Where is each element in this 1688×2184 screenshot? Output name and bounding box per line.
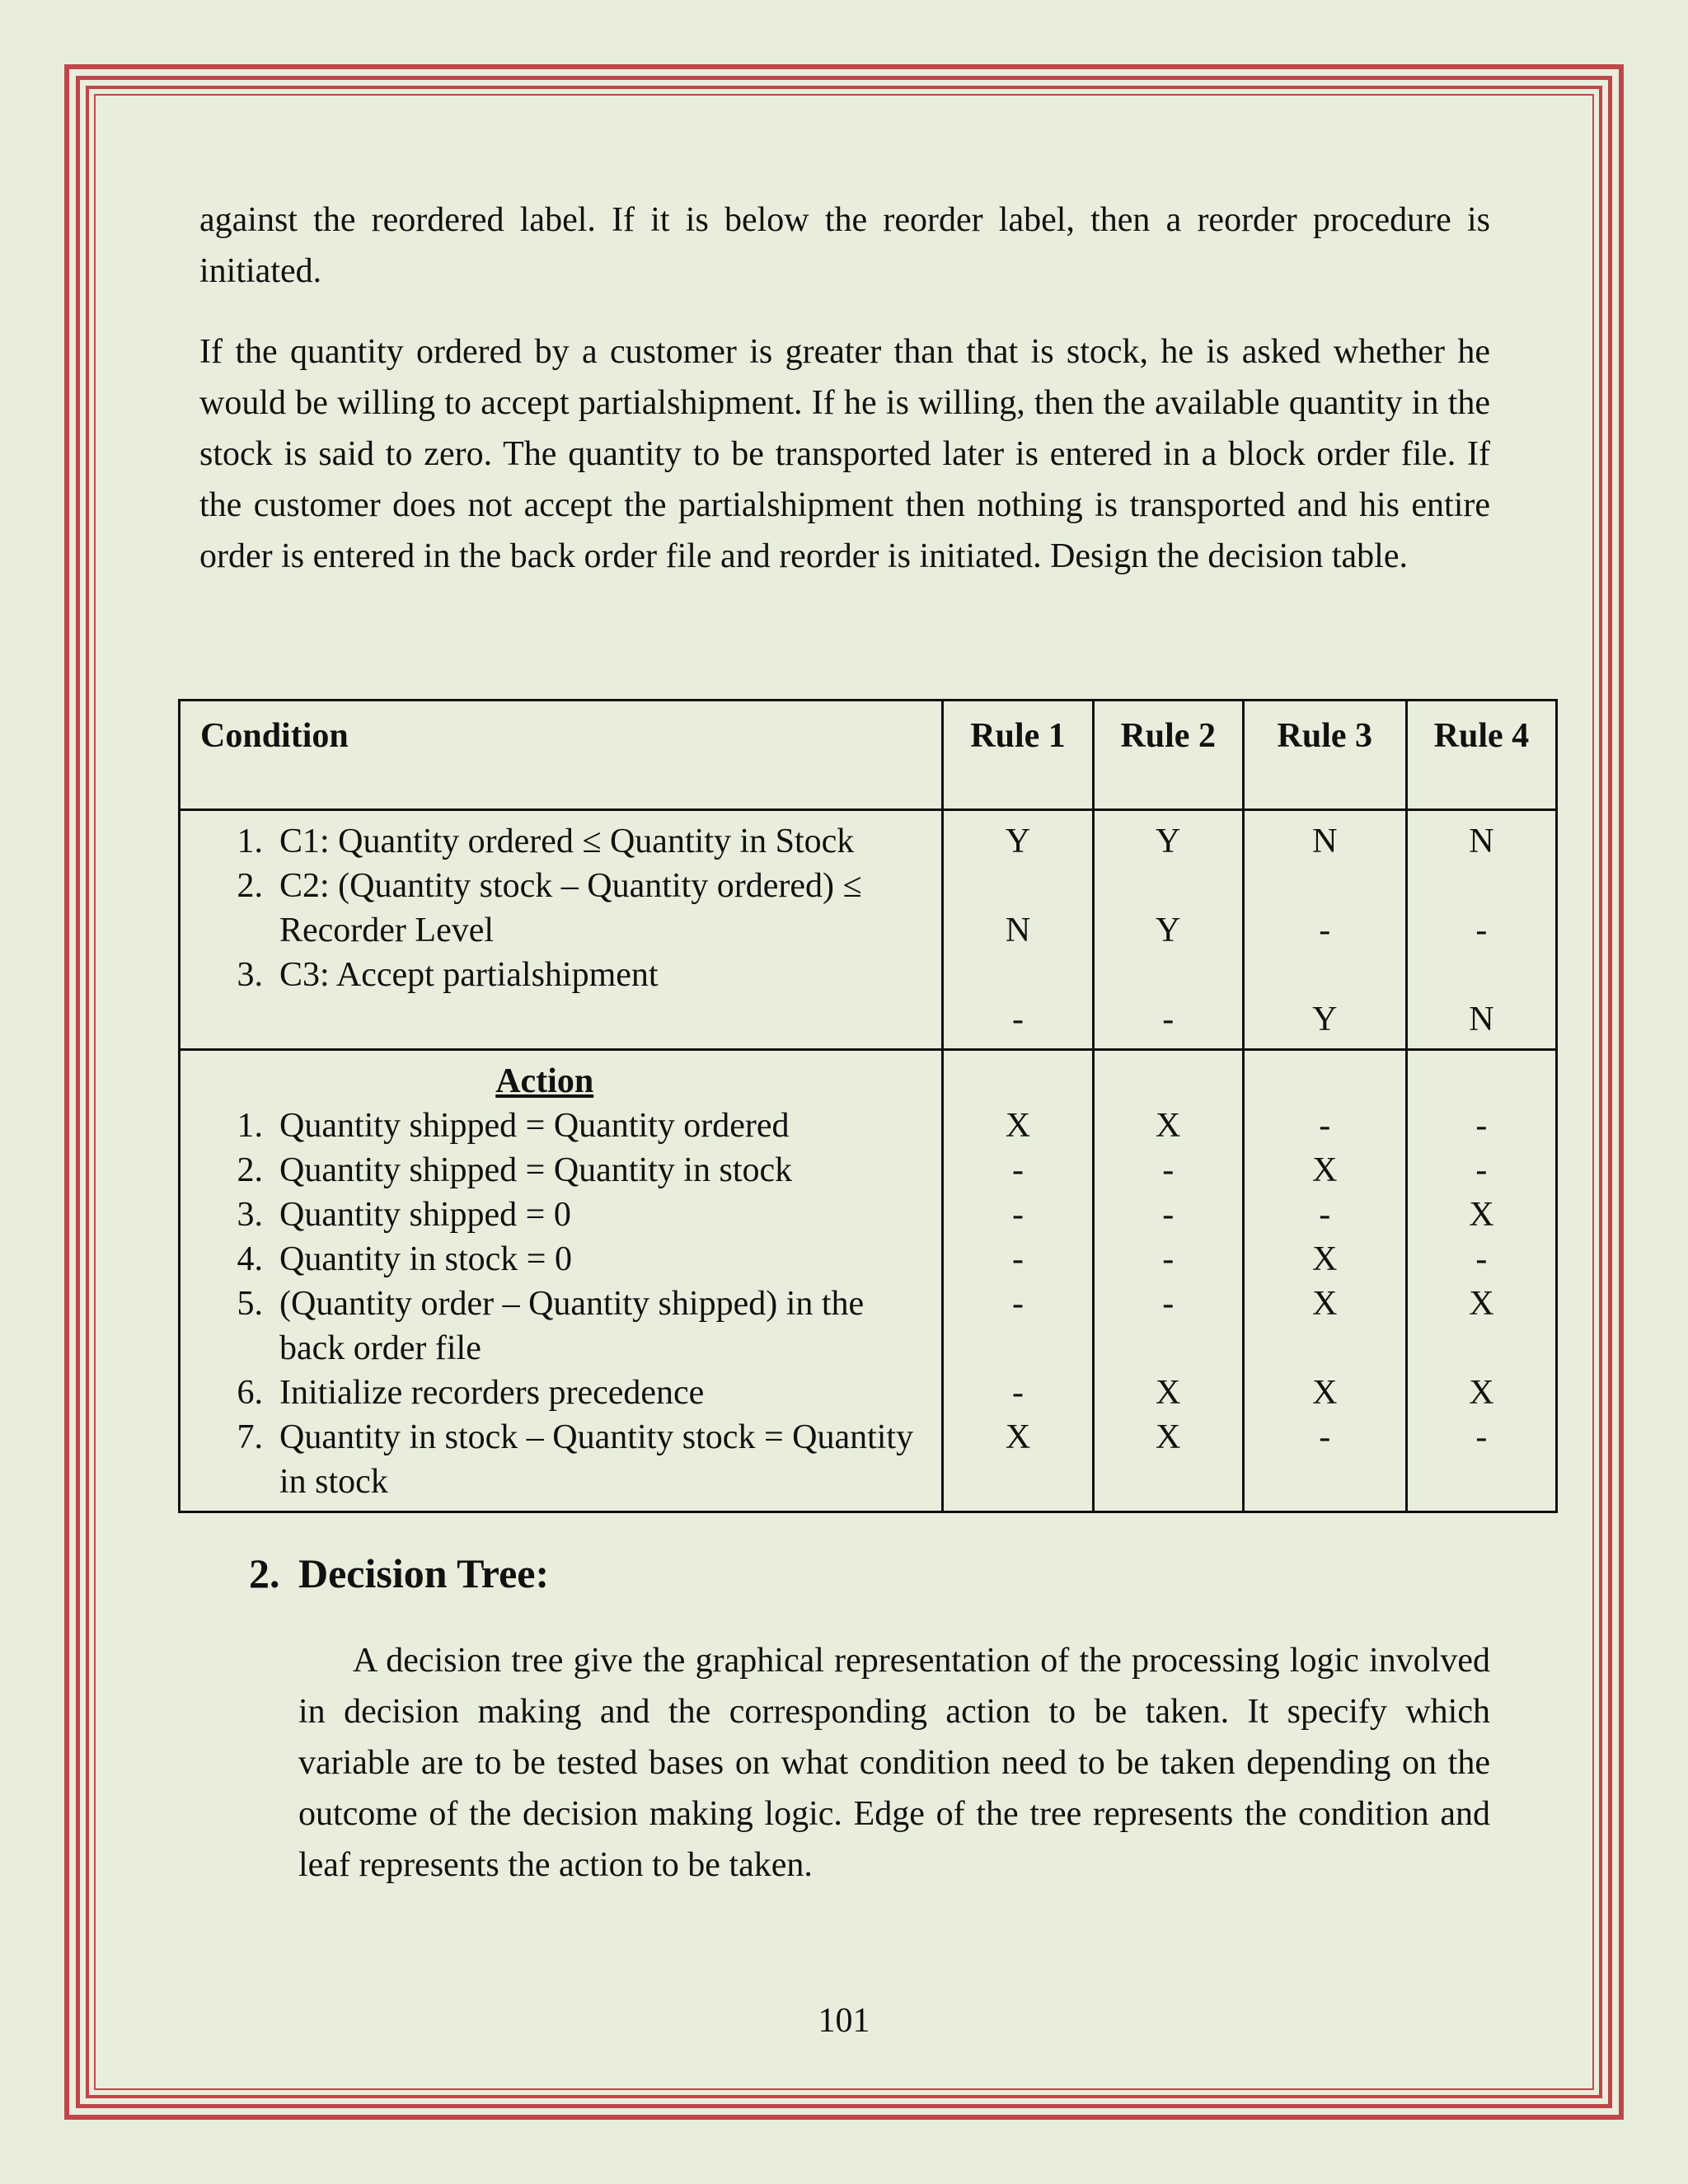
decision-table (178, 699, 1558, 1513)
table-cell: - (1319, 912, 1331, 949)
table-cell: X (1469, 1196, 1494, 1234)
page-number: 101 (818, 2002, 870, 2040)
rule-3-actions (1243, 1050, 1406, 1512)
list-item: 6. Initialize recorders precedence (237, 1374, 705, 1412)
table-cell: Y (1156, 912, 1181, 949)
section-heading (249, 1549, 549, 1597)
table-cell: - (1475, 1151, 1488, 1189)
list-item: 3. C3: Accept partialshipment (237, 956, 659, 994)
actions-row (180, 1050, 1557, 1512)
table-cell: N (1005, 912, 1031, 949)
paragraph-reorder: against the reordered label. If it is below the reorder label, then a reorder procedure is initiated. (199, 201, 1490, 290)
header-rule-3: Rule 3 (1243, 701, 1406, 810)
header-rule-2: Rule 2 (1093, 701, 1243, 810)
table-cell: X (1312, 1240, 1338, 1278)
rule-2-conditions (1093, 810, 1243, 1050)
header-rule-1: Rule 1 (943, 701, 1093, 810)
table-cell: - (1475, 1240, 1488, 1278)
section-title: Decision Tree: (298, 1550, 550, 1596)
table-cell: N (1469, 823, 1494, 860)
table-cell: X (1156, 1374, 1181, 1412)
rule-4-conditions (1406, 810, 1556, 1050)
table-cell: X (1312, 1285, 1338, 1323)
list-item: 4. Quantity in stock = 0 (237, 1240, 572, 1278)
action-heading: Action (495, 1062, 594, 1100)
table-header-row (180, 701, 1557, 810)
table-cell: Y (1005, 823, 1031, 860)
table-cell: X (1005, 1418, 1031, 1456)
list-item: 1. Quantity shipped = Quantity ordered (237, 1107, 790, 1145)
section-number: 2. (249, 1550, 280, 1596)
actions-list (180, 1050, 943, 1512)
table-cell: - (1012, 1001, 1025, 1038)
list-item: 3. Quantity shipped = 0 (237, 1196, 571, 1234)
table-cell: X (1469, 1374, 1494, 1412)
paragraph-partial-shipment: If the quantity ordered by a customer is greater than that is stock, he is asked whether he would be willing to accept partialshipment. If he is willing, then the available quantity in the stock is said to zero. The quantity to be transported later is entered in a block order file. If the customer does not accept the partialshipment then nothing is transported and his entire order is entered in the back order file and reorder is initiated. Design the decision table. (199, 333, 1490, 575)
conditions-list (180, 810, 943, 1050)
conditions-row (180, 810, 1557, 1050)
table-cell: - (1162, 1196, 1175, 1234)
table-cell: - (1475, 912, 1488, 949)
table-cell: - (1012, 1374, 1025, 1412)
table-cell: X (1156, 1107, 1181, 1145)
table-cell: - (1319, 1418, 1331, 1456)
list-item: 2. C2: (Quantity stock – Quantity ordered) ≤ Recorder Level (237, 867, 862, 949)
list-item: 2. Quantity shipped = Quantity in stock (237, 1151, 793, 1189)
table-cell: - (1162, 1285, 1175, 1323)
list-item: 5. (Quantity order – Quantity shipped) in the back order file (237, 1285, 865, 1367)
rule-3-conditions (1243, 810, 1406, 1050)
table-cell: - (1012, 1196, 1025, 1234)
table-cell: - (1475, 1418, 1488, 1456)
header-condition: Condition (180, 701, 943, 810)
table-cell: - (1475, 1107, 1488, 1145)
table-cell: - (1012, 1285, 1025, 1323)
table-cell: - (1319, 1196, 1331, 1234)
table-cell: X (1156, 1418, 1181, 1456)
rule-1-conditions (943, 810, 1093, 1050)
table-cell: - (1162, 1151, 1175, 1189)
rule-2-actions (1093, 1050, 1243, 1512)
header-rule-4: Rule 4 (1406, 701, 1556, 810)
paragraph-decision-tree: A decision tree give the graphical representation of the processing logic involved in decision making and the corresponding action to be taken. It specify which variable are to be tested bases on what condition need to be taken depending on the outcome of the decision making logic. Edge of the tree represents the condition and leaf represents the action to be taken. (298, 1642, 1490, 1884)
table-cell: - (1162, 1001, 1175, 1038)
table-cell: X (1005, 1107, 1031, 1145)
table-cell: Y (1312, 1001, 1338, 1038)
table-cell: X (1312, 1374, 1338, 1412)
table-cell: - (1012, 1240, 1025, 1278)
table-cell: N (1469, 1001, 1494, 1038)
table-cell: X (1312, 1151, 1338, 1189)
table-cell: - (1319, 1107, 1331, 1145)
rule-1-actions (943, 1050, 1093, 1512)
table-cell: X (1469, 1285, 1494, 1323)
table-cell: Y (1156, 823, 1181, 860)
list-item: 1. C1: Quantity ordered ≤ Quantity in Stock (237, 823, 855, 860)
list-item: 7. Quantity in stock – Quantity stock = Quantity in stock (237, 1418, 914, 1501)
rule-4-actions (1406, 1050, 1556, 1512)
table-cell: N (1312, 823, 1338, 860)
table-cell: - (1162, 1240, 1175, 1278)
table-cell: - (1012, 1151, 1025, 1189)
